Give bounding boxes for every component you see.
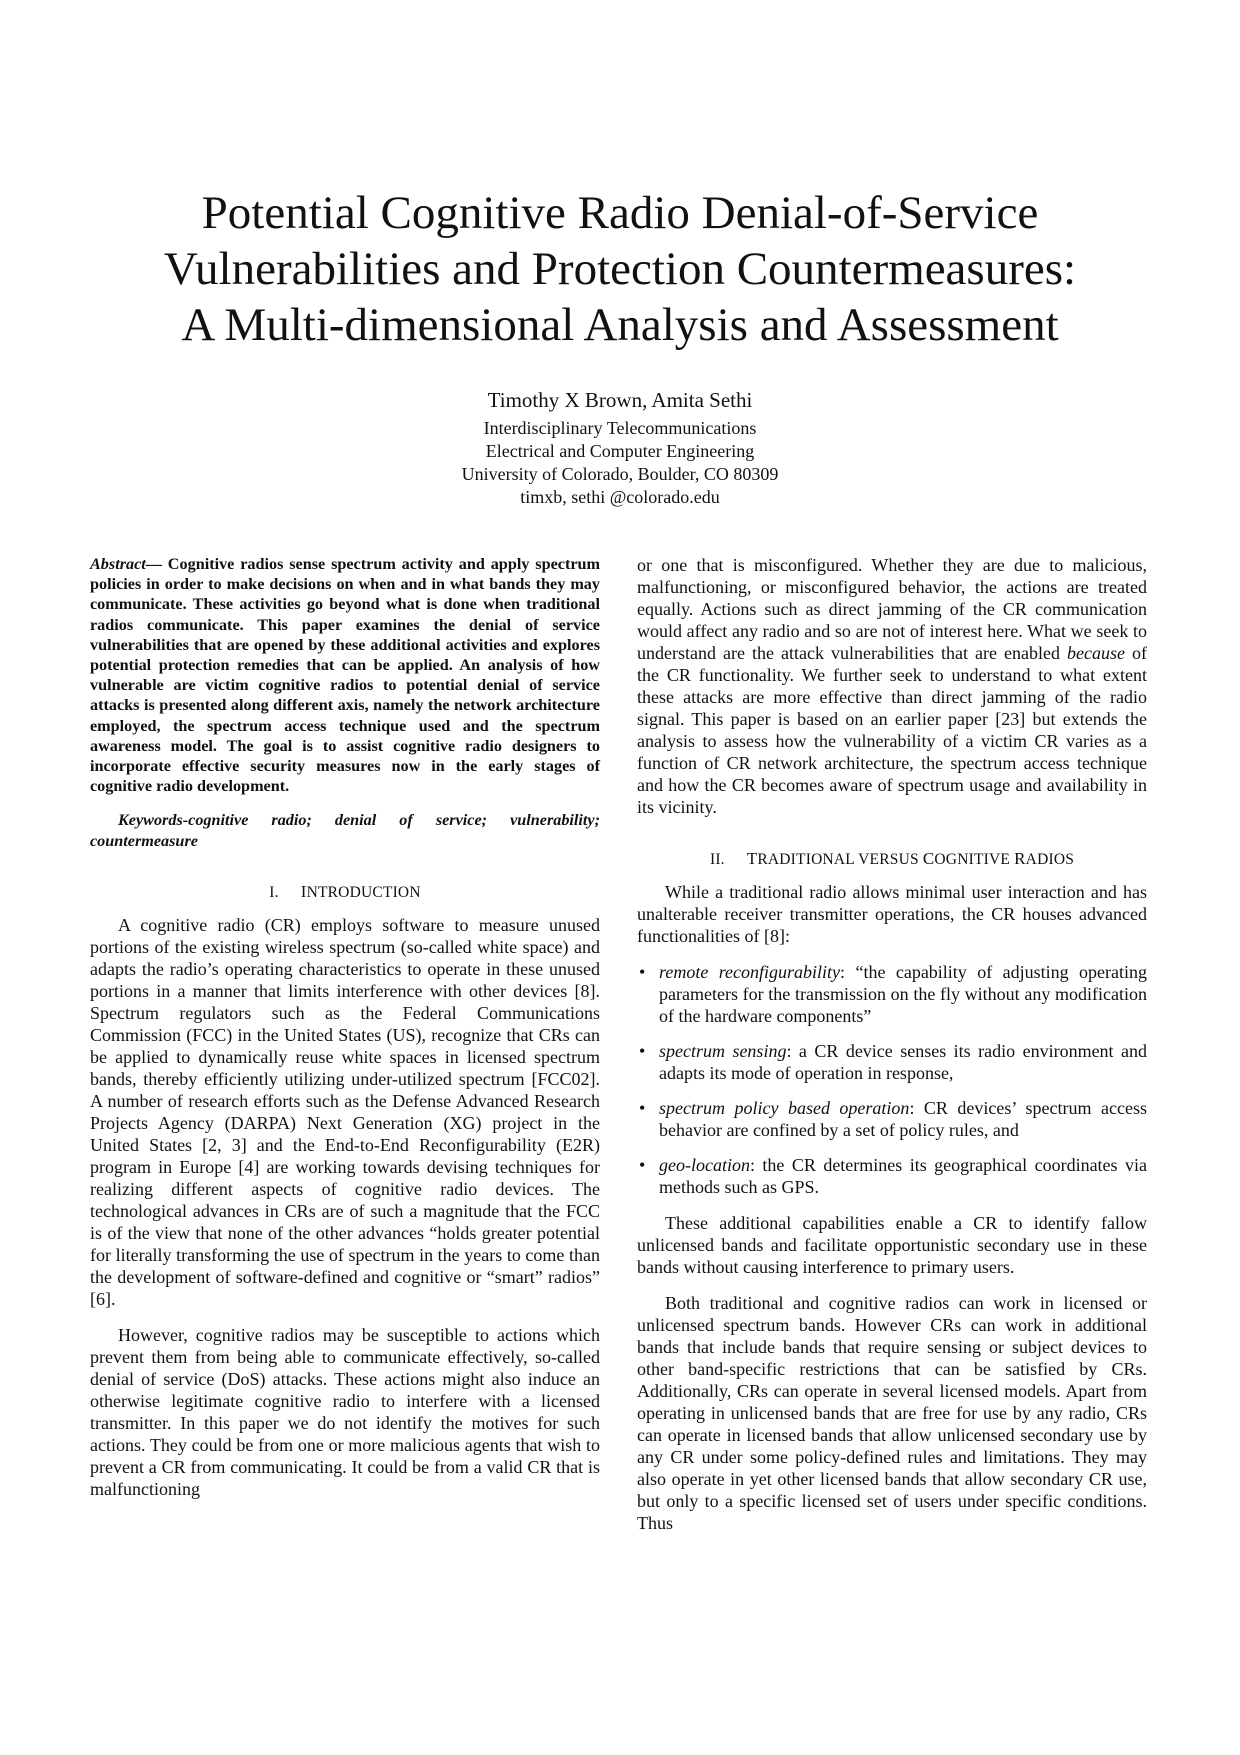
list-term: spectrum policy based operation bbox=[659, 1098, 910, 1118]
intro-paragraph-2-continued bbox=[637, 554, 1147, 818]
list-term: remote reconfigurability bbox=[659, 962, 841, 982]
section-title-initial: I bbox=[300, 881, 307, 901]
section-title-part: ADIOS bbox=[1025, 851, 1075, 868]
abstract bbox=[90, 554, 600, 796]
list-text: : “the capability of adjusting operating parameters for the transmission on the fly without any modification of the hardware components” bbox=[659, 962, 1147, 1026]
bullet-icon: • bbox=[639, 1098, 646, 1118]
list-item bbox=[637, 1154, 1147, 1198]
abstract-dash: — bbox=[145, 555, 162, 573]
left-column bbox=[90, 554, 600, 1514]
bullet-icon: • bbox=[639, 962, 646, 982]
section-title-part: R bbox=[1014, 849, 1026, 868]
capabilities-list bbox=[637, 961, 1147, 1198]
text-run: of the CR functionality. We further seek to understand to what extent these attacks are more effective than direct jamming of the radio signal. This paper is based on an earlier paper [23] but extends the analysis to assess how the vulnerability of a victim CR varies as a function of CR network architecture, the spectrum access technique and how the CR becomes aware of spectrum usage and availability in its vicinity. bbox=[637, 643, 1147, 817]
section-title-part: T bbox=[746, 849, 758, 868]
abstract-label: Abstract bbox=[90, 555, 146, 573]
list-item bbox=[637, 961, 1147, 1027]
list-text: : a CR device senses its radio environment and adapts its mode of operation in response, bbox=[659, 1041, 1147, 1083]
abstract-text: Cognitive radios sense spectrum activity and apply spectrum policies in order to make decisions on when and in what bands they may communicate. These activities go beyond what is done when traditional radios communicate. This paper examines the denial of service vulnerabilities that are opened by these additional activities and explores potential protection remedies that can be applied. An analysis of how vulnerable are victim cognitive radios to potential denial of service attacks is presented along different axis, namely the network architecture employed, the spectrum access technique used and the spectrum awareness model. The goal is to assist cognitive radio designers to incorporate effective security measures now in the early stages of cognitive radio development. bbox=[90, 555, 600, 796]
affiliation-line: Interdisciplinary Telecommunications bbox=[483, 418, 757, 438]
section-number: I. bbox=[269, 883, 279, 901]
right-column bbox=[637, 554, 1147, 1548]
section2-intro-paragraph: While a traditional radio allows minimal user interaction and has unalterable receiver transmitter operations, the CR houses advanced functionalities of [8]: bbox=[637, 882, 1147, 946]
paper-title bbox=[100, 185, 1140, 353]
section2-paragraph-2: These additional capabilities enable a CR to identify fallow unlicensed bands and facilitate opportunistic secondary use in these bands without causing interference to primary users. bbox=[637, 1213, 1147, 1277]
title-line: A Multi-dimensional Analysis and Assessment bbox=[181, 299, 1059, 351]
title-line: Vulnerabilities and Protection Countermeasures: bbox=[163, 243, 1077, 295]
list-item bbox=[637, 1097, 1147, 1141]
bullet-icon: • bbox=[639, 1041, 646, 1061]
affiliation-line: Electrical and Computer Engineering bbox=[485, 441, 755, 461]
section-title-part: OGNITIVE bbox=[934, 851, 1015, 868]
list-text: : the CR determines its geographical coordinates via methods such as GPS. bbox=[659, 1155, 1147, 1197]
list-term: spectrum sensing bbox=[659, 1041, 787, 1061]
author-email: timxb, sethi @colorado.edu bbox=[520, 487, 720, 507]
section-heading-introduction bbox=[90, 881, 600, 904]
text-run: or one that is misconfigured. Whether they are due to malicious, malfunctioning, or misconfigured behavior, the actions are treated equally. Actions such as direct jamming of the CR communication would affect any radio and so are not of interest here. What we seek to understand are the attack vulnerabilities that are enabled bbox=[637, 555, 1147, 663]
section2-paragraph-3: Both traditional and cognitive radios can work in licensed or unlicensed spectrum bands. However CRs can work in additional bands that include bands that require sensing or subject devices to other band-specific restrictions that can be satisfied by CRs. Additionally, CRs can operate in several licensed models. Apart from operating in unlicensed bands that are free for use by any radio, CRs can operate in licensed bands that allow unlicensed secondary use by any CR under some policy-defined rules and limitations. They may also operate in yet other licensed bands that allow secondary CR use, but only to a specific licensed set of users under specific conditions. Thus bbox=[637, 1293, 1147, 1533]
list-item bbox=[637, 1040, 1147, 1084]
title-line: Potential Cognitive Radio Denial-of-Service bbox=[201, 187, 1039, 239]
section-number: II. bbox=[709, 851, 725, 868]
list-text: : CR devices’ spectrum access behavior are confined by a set of policy rules, and bbox=[659, 1098, 1147, 1140]
list-term: geo-location bbox=[659, 1155, 750, 1175]
affiliation-line: University of Colorado, Boulder, CO 80309 bbox=[461, 464, 779, 484]
intro-paragraph-1: A cognitive radio (CR) employs software to measure unused portions of the existing wireless spectrum (so-called white space) and adapts the radio’s operating characteristics to operate in these unused portions in a manner that limits interference with other devices [8]. Spectrum regulators such as the Federal Communications Commission (FCC) in the United States (US), recognize that CRs can be applied to dynamically reuse white spaces in licensed spectrum bands, thereby efficiently utilizing under-utilized spectrum [FCC02]. A number of research efforts such as the Defense Advanced Research Projects Agency (DARPA) Next Generation (XG) project in the United States [2, 3] and the End-to-End Reconfigurability (E2R) program in Europe [4] are working towards devising techniques for realizing different aspects of cognitive radio devices. The technological advances in CRs are of such a magnitude that the FCC is of the view that none of the other advances “holds greater potential for literally transforming the use of spectrum in the years to come than the development of software-defined and cognitive or “smart” radios” [6]. bbox=[90, 914, 600, 1309]
emphasis-because: because bbox=[1066, 643, 1125, 663]
section-heading-traditional-vs-cognitive bbox=[637, 848, 1147, 871]
section-title-part: RADITIONAL VERSUS bbox=[757, 851, 923, 868]
intro-paragraph-2: However, cognitive radios may be susceptible to actions which prevent them from being able to communicate effectively, so-called denial of service (DoS) attacks. These actions might also induce an otherwise legitimate cognitive radio to interfere with a licensed transmitter. In this paper we do not identify the motives for such actions. They could be from one or more malicious agents that wish to prevent a CR from communicating. It could be from a valid CR that is malfunctioning bbox=[90, 1324, 600, 1499]
author-block bbox=[300, 386, 940, 509]
author-names: Timothy X Brown, Amita Sethi bbox=[487, 388, 753, 412]
bullet-icon: • bbox=[639, 1155, 646, 1175]
section-title-part: C bbox=[922, 849, 935, 868]
section-title-rest: NTRODUCTION bbox=[306, 883, 421, 901]
keywords: Keywords-cognitive radio; denial of service; vulnerability; countermeasure bbox=[90, 811, 600, 850]
